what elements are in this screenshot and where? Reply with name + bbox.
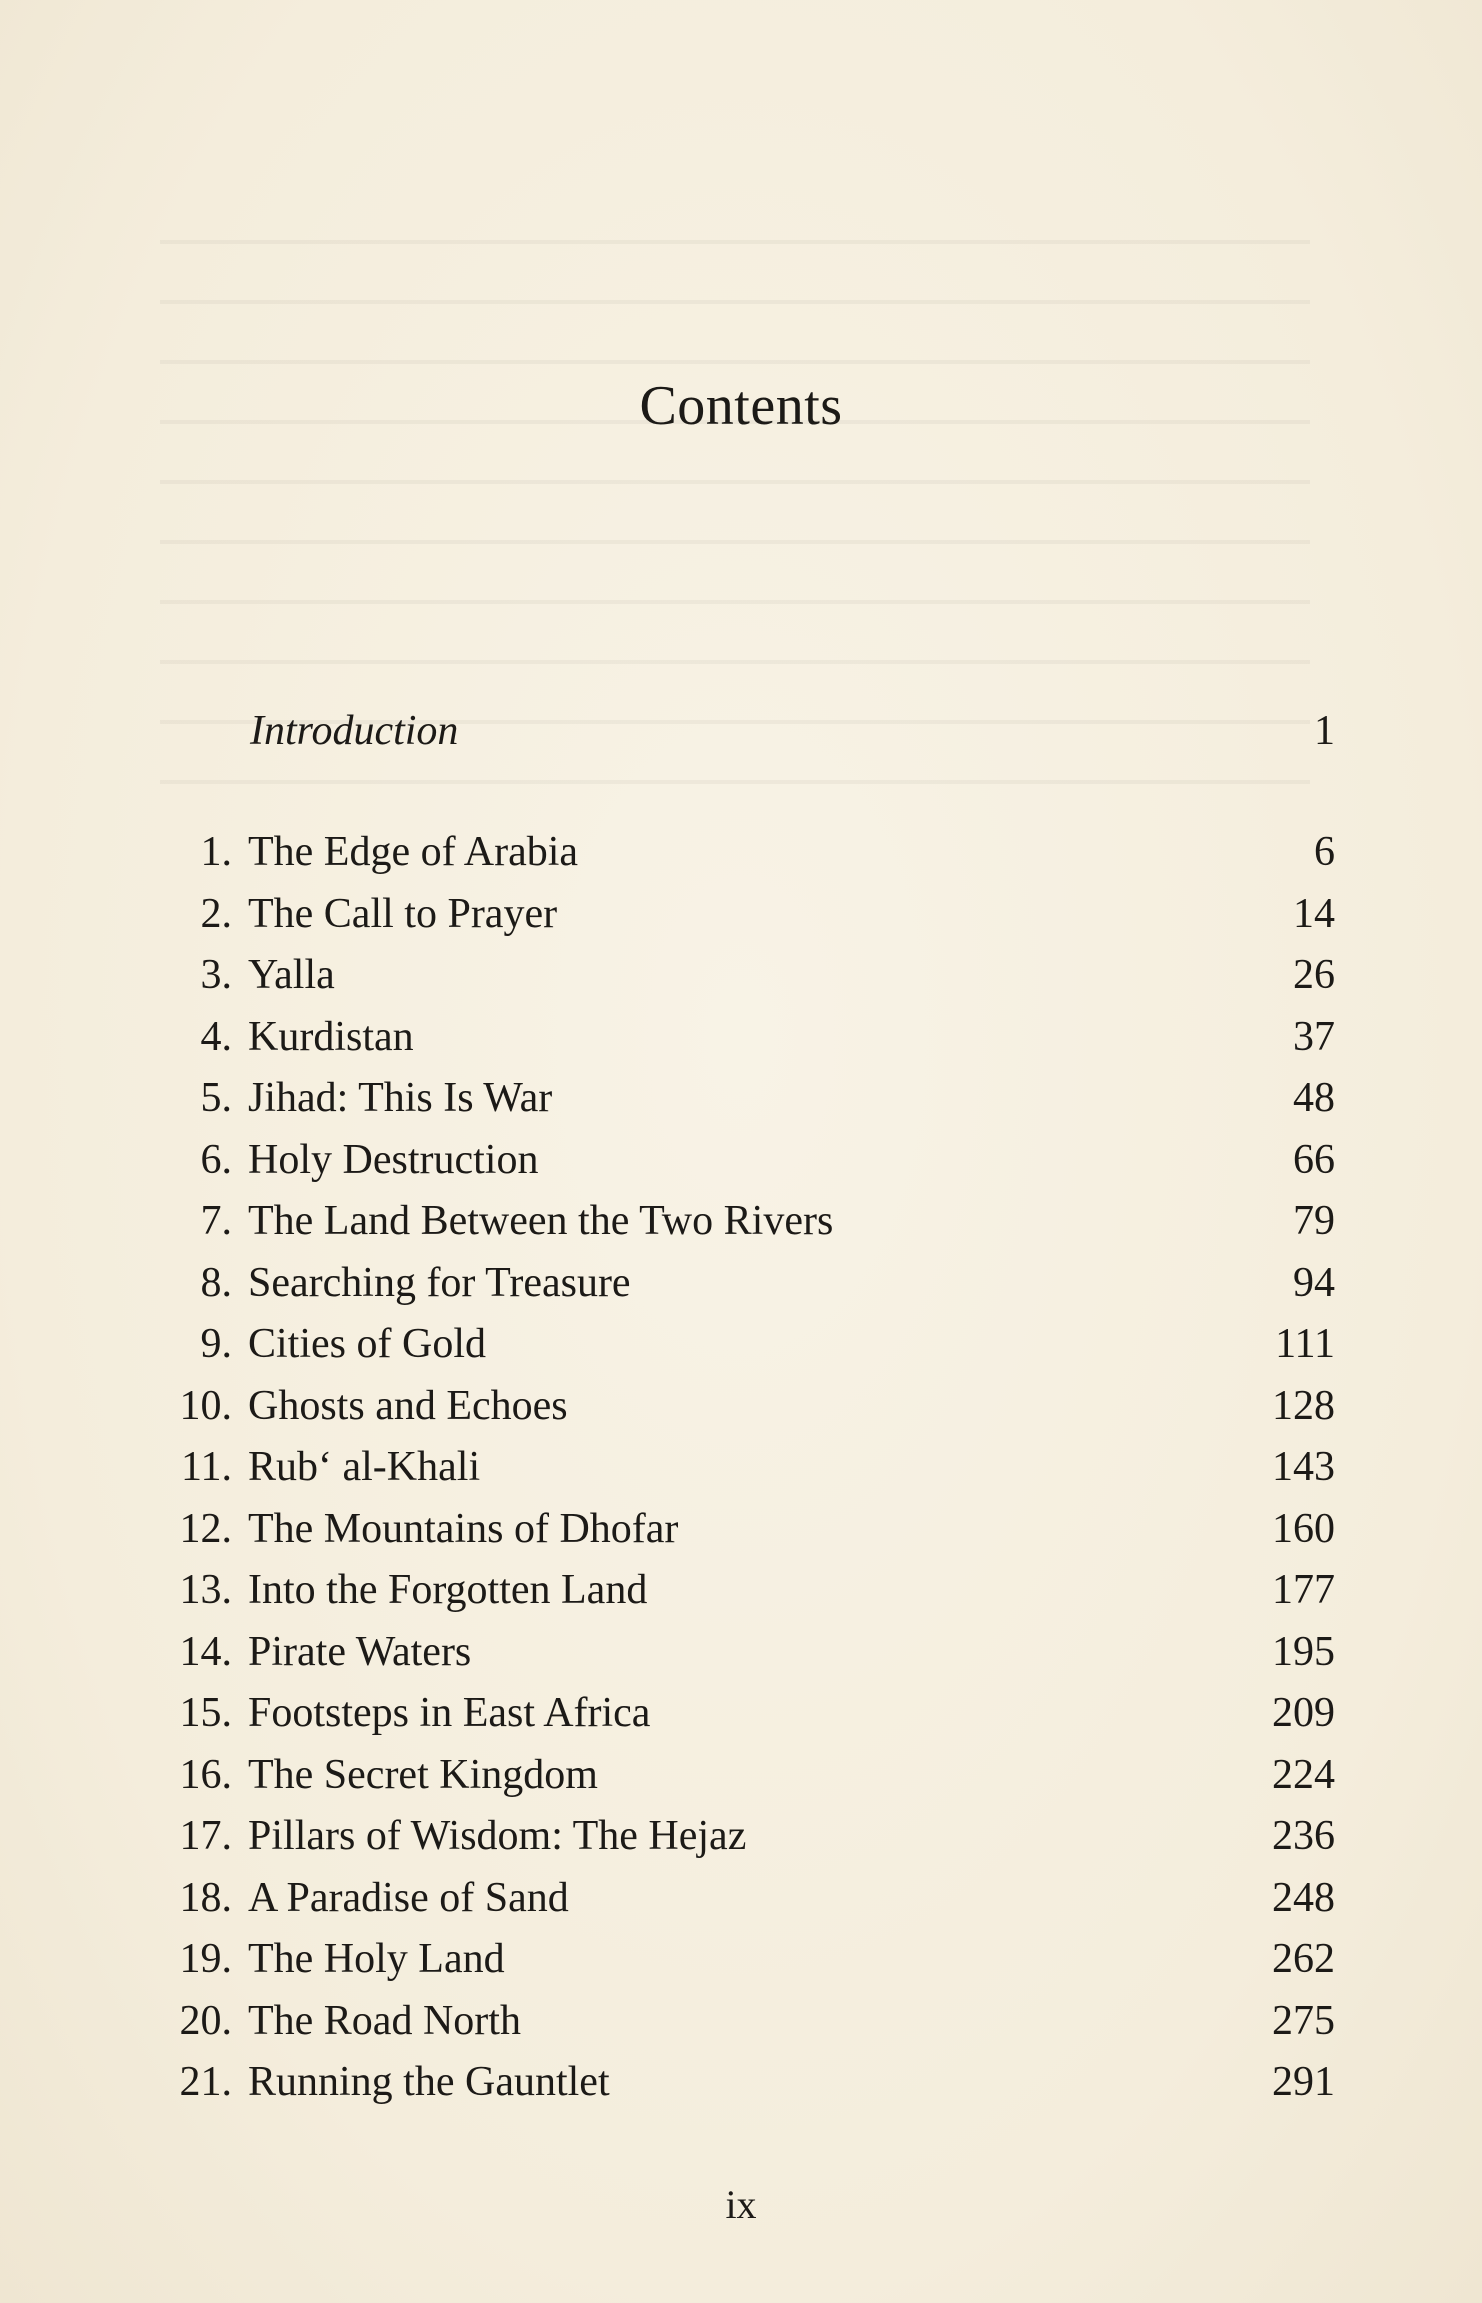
toc-entry-page: 14 [1293, 890, 1335, 937]
toc-entry[interactable] [0, 1560, 1482, 1620]
toc-entry-title: The Edge of Arabia [248, 829, 579, 875]
toc-entry-number: 2. [200, 890, 232, 937]
toc-entry-number: 7. [200, 1198, 232, 1244]
toc-entry-page: 177 [1272, 1567, 1335, 1613]
toc-entry-number: 11. [181, 1444, 232, 1490]
toc-entry-title: Yalla [248, 952, 335, 998]
toc-entry-title: Into the Forgotten Land [248, 1567, 648, 1613]
toc-entry-number: 14. [179, 1628, 232, 1675]
toc-entry-page: 195 [1272, 1628, 1335, 1675]
toc-entry-page: 111 [1275, 1321, 1335, 1367]
toc-entry[interactable] [0, 1007, 1482, 1067]
toc-entry[interactable] [0, 1191, 1482, 1251]
toc-entry-page: 248 [1272, 1874, 1335, 1921]
toc-entry-title: Searching for Treasure [248, 1259, 631, 1306]
toc-entry-page: 160 [1272, 1505, 1335, 1552]
toc-entry[interactable] [0, 1991, 1482, 2051]
toc-entry-title: Cities of Gold [248, 1321, 486, 1367]
toc-entry-number: 9. [200, 1321, 232, 1367]
toc-entry-title: Kurdistan [248, 1013, 414, 1060]
toc-entry[interactable] [0, 1130, 1482, 1190]
toc-entry-page: 66 [1293, 1136, 1335, 1183]
toc-entry-page: 291 [1272, 2059, 1335, 2105]
toc-entry[interactable] [0, 1683, 1482, 1743]
toc-entry-number: 19. [179, 1936, 232, 1982]
toc-entry[interactable] [0, 1622, 1482, 1682]
toc-entry-introduction[interactable] [250, 701, 1335, 761]
toc-entry-number: 8. [200, 1259, 232, 1306]
toc-entry[interactable] [0, 1068, 1482, 1128]
toc-entry-page: 275 [1272, 1997, 1335, 2044]
toc-entry-number: 5. [200, 1075, 232, 1121]
toc-entry-page: 1 [1314, 708, 1335, 754]
page-title: Contents [639, 375, 843, 437]
toc-entry-page: 37 [1293, 1013, 1335, 1060]
toc-entry-title: Rub‘ al-Khali [248, 1444, 481, 1490]
toc-entry[interactable] [0, 1806, 1482, 1866]
toc-entry-title: The Secret Kingdom [248, 1751, 598, 1798]
toc-entry-number: 1. [200, 829, 232, 875]
toc-entry-title: A Paradise of Sand [248, 1874, 569, 1921]
page-number-folio: ix [725, 2182, 757, 2227]
toc-entry-page: 224 [1272, 1751, 1335, 1798]
toc-entry-number: 13. [179, 1567, 232, 1613]
toc-entry-number: 12. [179, 1505, 232, 1552]
toc-entry-page: 26 [1293, 952, 1335, 998]
toc-entry-title: Footsteps in East Africa [248, 1690, 651, 1736]
toc-entry-page: 143 [1272, 1444, 1335, 1490]
toc-entry-number: 20. [179, 1997, 232, 2044]
toc-entry-title: The Road North [248, 1997, 521, 2044]
toc-entry-title: The Mountains of Dhofar [248, 1505, 679, 1552]
toc-entry[interactable] [0, 884, 1482, 944]
toc-entry-number: 18. [179, 1874, 232, 1921]
toc-entry-number: 10. [179, 1382, 232, 1429]
toc-entry-page: 262 [1272, 1936, 1335, 1982]
toc-entry[interactable] [0, 945, 1482, 1005]
toc-entry-title: Introduction [250, 708, 459, 754]
toc-entry-title: Running the Gauntlet [248, 2059, 610, 2105]
toc-entry[interactable] [0, 1745, 1482, 1805]
toc-entry-number: 3. [200, 952, 232, 998]
toc-entry-page: 236 [1272, 1813, 1335, 1859]
toc-entry[interactable] [0, 1868, 1482, 1928]
toc-entry-title: The Holy Land [248, 1936, 505, 1982]
toc-entry[interactable] [0, 2052, 1482, 2112]
toc-entry-page: 48 [1293, 1075, 1335, 1121]
toc-entry[interactable] [0, 1437, 1482, 1497]
toc-entry-number: 21. [179, 2059, 232, 2105]
toc-entry-title: Pillars of Wisdom: The Hejaz [248, 1813, 747, 1859]
toc-entry[interactable] [0, 1499, 1482, 1559]
toc-entry[interactable] [0, 1314, 1482, 1374]
toc-entry-page: 94 [1293, 1259, 1335, 1306]
toc-entry-title: Jihad: This Is War [248, 1075, 553, 1121]
toc-entry-number: 6. [200, 1136, 232, 1183]
toc-entry-page: 6 [1314, 829, 1335, 875]
toc-entry-number: 17. [179, 1813, 232, 1859]
toc-entry-page: 79 [1293, 1198, 1335, 1244]
toc-entry[interactable] [0, 1929, 1482, 1989]
toc-entry-page: 209 [1272, 1690, 1335, 1736]
toc-entry-title: The Land Between the Two Rivers [248, 1198, 834, 1244]
toc-entry[interactable] [0, 1376, 1482, 1436]
toc-entry-number: 15. [179, 1690, 232, 1736]
toc-entry-page: 128 [1272, 1382, 1335, 1429]
toc-entry[interactable] [0, 822, 1482, 882]
toc-entry-title: Pirate Waters [248, 1628, 472, 1675]
toc-entry-number: 4. [200, 1013, 232, 1060]
toc-entry-number: 16. [179, 1751, 232, 1798]
toc-entry-title: Ghosts and Echoes [248, 1382, 568, 1429]
toc-entry[interactable] [0, 1253, 1482, 1313]
toc-entry-title: Holy Destruction [248, 1136, 539, 1183]
toc-entry-title: The Call to Prayer [248, 890, 558, 937]
